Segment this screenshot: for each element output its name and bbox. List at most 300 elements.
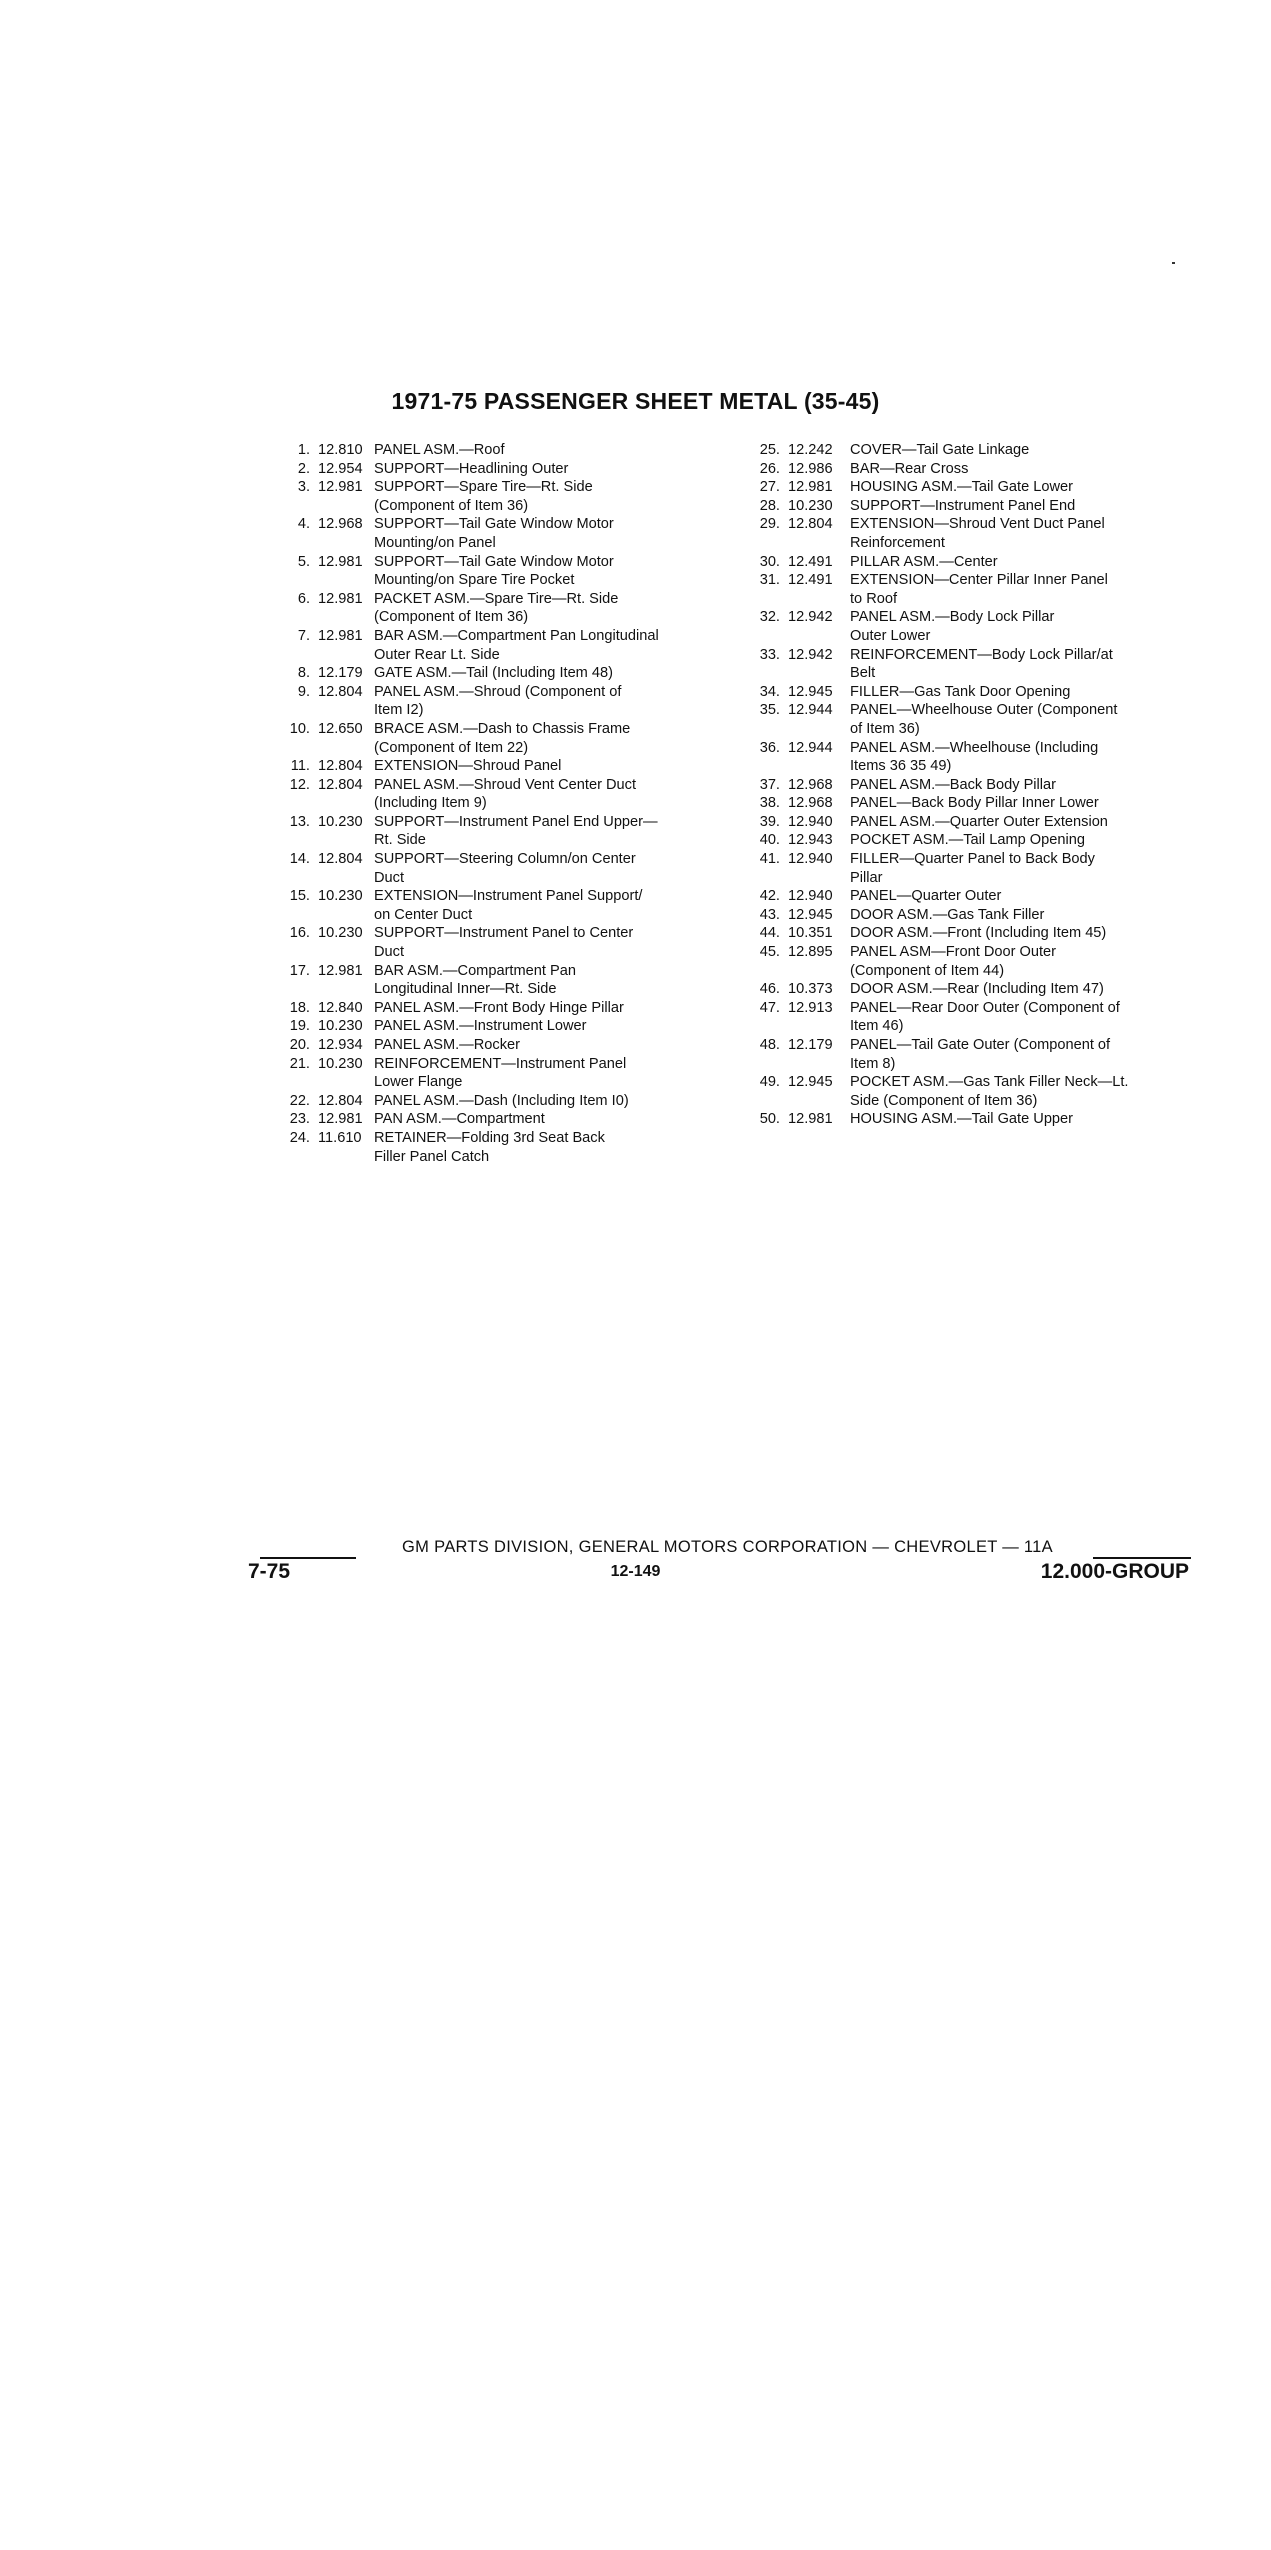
part-group-code: 12.491 bbox=[788, 553, 833, 570]
parts-list-item bbox=[750, 980, 1190, 999]
part-description: HOUSING ASM.—Tail Gate Lower bbox=[850, 479, 1074, 496]
parts-list-item bbox=[280, 850, 720, 869]
part-group-code: 12.981 bbox=[318, 627, 363, 644]
part-description: REINFORCEMENT—Body Lock Pillar/at bbox=[850, 646, 1113, 663]
parts-list-item-continuation bbox=[750, 962, 1190, 981]
parts-list-item bbox=[280, 1055, 720, 1074]
part-description: Mounting/on Spare Tire Pocket bbox=[374, 572, 575, 589]
item-number: 8. bbox=[297, 665, 310, 682]
part-description: PANEL ASM.—Quarter Outer Extension bbox=[850, 813, 1108, 830]
item-number: 33. bbox=[759, 646, 780, 663]
item-number: 32. bbox=[759, 609, 780, 626]
part-group-code: 12.968 bbox=[788, 776, 833, 793]
part-description: SUPPORT—Tail Gate Window Motor bbox=[374, 516, 614, 533]
part-group-code: 12.945 bbox=[788, 683, 833, 700]
parts-list-item-continuation bbox=[280, 534, 720, 553]
item-number bbox=[750, 534, 788, 553]
part-description: of Item 36) bbox=[850, 720, 920, 737]
parts-list-item bbox=[750, 478, 1190, 497]
parts-list-item-continuation bbox=[280, 794, 720, 813]
item-number: 9. bbox=[297, 683, 310, 700]
item-number: 36. bbox=[759, 739, 780, 756]
part-group-code: 10.230 bbox=[318, 1055, 363, 1072]
item-number: 39. bbox=[759, 813, 780, 830]
part-description: (Including Item 9) bbox=[374, 795, 487, 812]
parts-list-item-continuation bbox=[280, 980, 720, 999]
item-number: 34. bbox=[759, 683, 780, 700]
parts-list-right bbox=[750, 441, 1190, 1129]
part-description: (Component of Item 36) bbox=[374, 609, 529, 626]
part-group-code: 12.810 bbox=[318, 442, 363, 458]
footer-group: 12.000-GROUP bbox=[1040, 1560, 1189, 1583]
part-description: RETAINER—Folding 3rd Seat Back bbox=[374, 1129, 605, 1146]
part-group-code bbox=[788, 962, 850, 981]
item-number: 19. bbox=[289, 1018, 310, 1035]
parts-list-item bbox=[750, 850, 1190, 869]
part-description: POCKET ASM.—Tail Lamp Opening bbox=[850, 832, 1085, 849]
item-number: 1. bbox=[297, 442, 310, 458]
item-number bbox=[280, 497, 318, 516]
part-description: SUPPORT—Steering Column/on Center bbox=[374, 851, 636, 868]
part-description: PILLAR ASM.—Center bbox=[850, 553, 998, 570]
parts-list-item bbox=[280, 1036, 720, 1055]
item-number: 11. bbox=[290, 758, 310, 775]
part-description: BAR ASM.—Compartment Pan Longitudinal bbox=[374, 627, 659, 644]
item-number: 35. bbox=[759, 702, 780, 719]
parts-list-item bbox=[280, 887, 720, 906]
item-number: 45. bbox=[759, 944, 780, 961]
part-group-code: 12.940 bbox=[788, 851, 833, 868]
item-number: 47. bbox=[759, 999, 780, 1016]
parts-list-item bbox=[280, 553, 720, 572]
item-number bbox=[750, 1055, 788, 1074]
item-number: 31. bbox=[759, 572, 780, 589]
part-description: Side (Component of Item 36) bbox=[850, 1092, 1038, 1109]
parts-list-item-continuation bbox=[750, 1092, 1190, 1111]
part-group-code: 11.610 bbox=[318, 1129, 362, 1146]
part-group-code: 12.968 bbox=[318, 516, 363, 533]
footer-page-number: 12-149 bbox=[610, 1563, 661, 1580]
parts-list-item bbox=[750, 683, 1190, 702]
parts-list-item bbox=[280, 1092, 720, 1111]
part-group-code: 12.804 bbox=[788, 516, 833, 533]
parts-list-item bbox=[750, 460, 1190, 479]
item-number bbox=[750, 757, 788, 776]
part-description: PANEL ASM—Front Door Outer bbox=[850, 944, 1057, 961]
part-group-code: 12.895 bbox=[788, 944, 833, 961]
part-group-code: 10.230 bbox=[318, 888, 363, 905]
part-group-code: 12.942 bbox=[788, 609, 833, 626]
part-group-code bbox=[788, 1017, 850, 1036]
part-group-code: 12.934 bbox=[318, 1037, 363, 1053]
part-description: PAN ASM.—Compartment bbox=[374, 1111, 545, 1128]
parts-list-item bbox=[280, 757, 720, 776]
parts-list-item-continuation bbox=[280, 701, 720, 720]
part-group-code: 12.804 bbox=[318, 1092, 363, 1109]
parts-list-item-continuation bbox=[280, 906, 720, 925]
part-group-code: 10.373 bbox=[788, 981, 833, 998]
part-group-code: 12.913 bbox=[788, 999, 833, 1016]
item-number bbox=[750, 627, 788, 646]
part-description: PANEL—Wheelhouse Outer (Component bbox=[850, 702, 1118, 719]
item-number bbox=[750, 1017, 788, 1036]
part-description: PANEL—Tail Gate Outer (Component of bbox=[850, 1037, 1111, 1053]
part-group-code bbox=[788, 1055, 850, 1074]
part-description: PANEL ASM.—Shroud (Component of bbox=[374, 683, 622, 700]
part-description: SUPPORT—Spare Tire—Rt. Side bbox=[374, 479, 593, 496]
part-group-code bbox=[788, 664, 850, 683]
parts-list-item bbox=[280, 999, 720, 1018]
parts-list-item bbox=[750, 999, 1190, 1018]
part-description: PANEL—Back Body Pillar Inner Lower bbox=[850, 795, 1099, 812]
part-description: EXTENSION—Instrument Panel Support/ bbox=[374, 888, 643, 905]
part-description: PANEL—Quarter Outer bbox=[850, 888, 1002, 905]
part-description: PANEL ASM.—Shroud Vent Center Duct bbox=[374, 776, 637, 793]
part-group-code: 12.981 bbox=[788, 1111, 833, 1128]
part-group-code: 12.940 bbox=[788, 813, 833, 830]
parts-list-item bbox=[750, 1110, 1190, 1129]
part-description: PANEL ASM.—Wheelhouse (Including bbox=[850, 739, 1099, 756]
parts-list-item-continuation bbox=[280, 1073, 720, 1092]
item-number: 28. bbox=[759, 497, 780, 514]
parts-list-item-continuation bbox=[280, 869, 720, 888]
parts-list-item bbox=[750, 571, 1190, 590]
parts-list-item-continuation bbox=[280, 497, 720, 516]
part-group-code: 12.981 bbox=[788, 479, 833, 496]
footer-rule-right bbox=[1093, 1557, 1191, 1559]
part-description: SUPPORT—Tail Gate Window Motor bbox=[374, 553, 614, 570]
item-number: 24. bbox=[289, 1129, 310, 1146]
part-group-code: 12.945 bbox=[788, 1074, 833, 1091]
part-description: Lower Flange bbox=[374, 1074, 463, 1091]
item-number: 38. bbox=[759, 795, 780, 812]
parts-list-item-continuation bbox=[750, 534, 1190, 553]
item-number: 49. bbox=[759, 1074, 780, 1091]
parts-list-item bbox=[750, 497, 1190, 516]
part-group-code bbox=[318, 497, 374, 516]
item-number bbox=[750, 962, 788, 981]
item-number: 26. bbox=[759, 460, 780, 477]
item-number: 50. bbox=[759, 1111, 780, 1128]
part-description: BAR—Rear Cross bbox=[850, 460, 969, 477]
item-number bbox=[280, 534, 318, 553]
part-description: PANEL ASM.—Roof bbox=[374, 442, 505, 458]
item-number: 2. bbox=[297, 460, 310, 477]
item-number bbox=[750, 664, 788, 683]
item-number: 14. bbox=[289, 851, 310, 868]
parts-list-item bbox=[280, 1110, 720, 1129]
parts-list-item bbox=[280, 776, 720, 795]
part-description: Item 46) bbox=[850, 1018, 904, 1035]
part-description: EXTENSION—Shroud Panel bbox=[374, 758, 562, 775]
parts-list-item-continuation bbox=[280, 831, 720, 850]
parts-list-item bbox=[750, 887, 1190, 906]
item-number bbox=[280, 608, 318, 627]
parts-list-item-continuation bbox=[750, 627, 1190, 646]
item-number: 20. bbox=[289, 1037, 310, 1053]
part-group-code bbox=[318, 980, 374, 999]
item-number bbox=[750, 869, 788, 888]
part-group-code bbox=[788, 534, 850, 553]
part-description: SUPPORT—Instrument Panel End Upper— bbox=[374, 813, 658, 830]
part-description: Item 8) bbox=[850, 1055, 896, 1072]
parts-list-item bbox=[280, 1017, 720, 1036]
part-group-code: 10.230 bbox=[318, 1018, 363, 1035]
part-group-code: 12.954 bbox=[318, 460, 363, 477]
part-group-code bbox=[318, 608, 374, 627]
part-description: Items 36 35 49) bbox=[850, 758, 952, 775]
part-group-code: 12.942 bbox=[788, 646, 833, 663]
item-number bbox=[280, 869, 318, 888]
part-group-code bbox=[318, 794, 374, 813]
part-group-code: 12.840 bbox=[318, 999, 363, 1016]
part-group-code: 10.230 bbox=[318, 925, 363, 942]
part-description: DOOR ASM.—Gas Tank Filler bbox=[850, 906, 1045, 923]
part-description: SUPPORT—Instrument Panel to Center bbox=[374, 925, 634, 942]
parts-list-item bbox=[750, 831, 1190, 850]
parts-list-item bbox=[280, 515, 720, 534]
part-description: on Center Duct bbox=[374, 906, 473, 923]
item-number bbox=[280, 701, 318, 720]
footer-publisher: GM PARTS DIVISION, GENERAL MOTORS CORPORATION — CHEVROLET — 11A bbox=[402, 1538, 1053, 1556]
page-title: 1971-75 PASSENGER SHEET METAL (35-45) bbox=[391, 388, 880, 414]
parts-list-item-continuation bbox=[280, 571, 720, 590]
speck-mark bbox=[1172, 262, 1175, 264]
item-number bbox=[280, 980, 318, 999]
parts-list-item bbox=[750, 813, 1190, 832]
part-group-code bbox=[788, 627, 850, 646]
parts-list-item-continuation bbox=[750, 590, 1190, 609]
parts-list-item-continuation bbox=[750, 757, 1190, 776]
item-number bbox=[280, 906, 318, 925]
part-group-code bbox=[318, 1148, 374, 1167]
part-description: to Roof bbox=[850, 590, 898, 607]
item-number: 27. bbox=[759, 479, 780, 496]
part-description: Longitudinal Inner—Rt. Side bbox=[374, 981, 557, 998]
part-description: Duct bbox=[374, 869, 405, 886]
parts-list-item bbox=[280, 683, 720, 702]
part-group-code: 12.968 bbox=[788, 795, 833, 812]
item-number bbox=[280, 739, 318, 758]
item-number: 15. bbox=[289, 888, 310, 905]
item-number bbox=[280, 943, 318, 962]
part-description: FILLER—Quarter Panel to Back Body bbox=[850, 851, 1095, 868]
part-description: REINFORCEMENT—Instrument Panel bbox=[374, 1055, 627, 1072]
parts-list-item bbox=[280, 590, 720, 609]
part-group-code: 12.943 bbox=[788, 832, 833, 849]
part-description: COVER—Tail Gate Linkage bbox=[850, 442, 1030, 458]
part-group-code: 12.981 bbox=[318, 962, 363, 979]
part-group-code: 12.981 bbox=[318, 553, 363, 570]
item-number: 18. bbox=[289, 999, 310, 1016]
item-number: 21. bbox=[289, 1055, 310, 1072]
part-group-code: 12.179 bbox=[318, 665, 363, 682]
item-number: 4. bbox=[297, 516, 310, 533]
part-group-code: 12.491 bbox=[788, 572, 833, 589]
part-group-code: 12.804 bbox=[318, 851, 363, 868]
part-description: DOOR ASM.—Rear (Including Item 47) bbox=[850, 981, 1104, 998]
part-description: PANEL—Rear Door Outer (Component of bbox=[850, 999, 1120, 1016]
part-group-code bbox=[788, 1092, 850, 1111]
parts-list-item bbox=[280, 478, 720, 497]
part-description: PACKET ASM.—Spare Tire—Rt. Side bbox=[374, 590, 619, 607]
parts-list-item bbox=[280, 962, 720, 981]
item-number: 46. bbox=[759, 981, 780, 998]
part-group-code: 10.351 bbox=[788, 925, 833, 942]
part-description: EXTENSION—Shroud Vent Duct Panel bbox=[850, 516, 1105, 533]
item-number: 23. bbox=[289, 1111, 310, 1128]
parts-list-item bbox=[280, 813, 720, 832]
part-description: Item I2) bbox=[374, 702, 424, 719]
item-number bbox=[280, 646, 318, 665]
part-description: PANEL ASM.—Front Body Hinge Pillar bbox=[374, 999, 624, 1016]
parts-list-item bbox=[750, 701, 1190, 720]
part-group-code: 12.981 bbox=[318, 1111, 363, 1128]
item-number: 37. bbox=[759, 776, 780, 793]
part-group-code: 12.986 bbox=[788, 460, 833, 477]
parts-list-item-continuation bbox=[280, 646, 720, 665]
part-description: SUPPORT—Headlining Outer bbox=[374, 460, 569, 477]
item-number: 25. bbox=[759, 442, 780, 458]
part-description: Mounting/on Panel bbox=[374, 534, 496, 551]
part-description: Belt bbox=[850, 665, 876, 682]
part-group-code: 12.940 bbox=[788, 888, 833, 905]
parts-list-item bbox=[750, 646, 1190, 665]
item-number: 17. bbox=[289, 962, 310, 979]
part-group-code bbox=[318, 534, 374, 553]
part-description: Outer Lower bbox=[850, 627, 931, 644]
part-group-code bbox=[318, 943, 374, 962]
part-group-code bbox=[788, 720, 850, 739]
footer-rule-left bbox=[260, 1557, 356, 1559]
parts-list-item-continuation bbox=[750, 664, 1190, 683]
part-group-code: 12.981 bbox=[318, 590, 363, 607]
part-group-code: 10.230 bbox=[318, 813, 363, 830]
parts-list-item bbox=[750, 1073, 1190, 1092]
parts-list-item bbox=[750, 1036, 1190, 1055]
part-description: HOUSING ASM.—Tail Gate Upper bbox=[850, 1111, 1074, 1128]
part-description: (Component of Item 36) bbox=[374, 497, 529, 514]
parts-list-item-continuation bbox=[280, 943, 720, 962]
part-group-code bbox=[318, 869, 374, 888]
part-group-code bbox=[318, 906, 374, 925]
part-description: SUPPORT—Instrument Panel End bbox=[850, 497, 1076, 514]
item-number bbox=[280, 794, 318, 813]
parts-list-item bbox=[750, 776, 1190, 795]
part-group-code: 12.944 bbox=[788, 739, 833, 756]
part-group-code bbox=[318, 701, 374, 720]
part-description: Filler Panel Catch bbox=[374, 1148, 490, 1165]
parts-list-item-continuation bbox=[750, 869, 1190, 888]
part-group-code bbox=[788, 590, 850, 609]
item-number: 3. bbox=[297, 479, 310, 496]
parts-list-item-continuation bbox=[280, 1148, 720, 1167]
item-number: 44. bbox=[759, 925, 780, 942]
parts-list-left bbox=[280, 441, 720, 1166]
parts-list-item bbox=[750, 441, 1190, 460]
item-number: 42. bbox=[759, 888, 780, 905]
part-group-code bbox=[318, 571, 374, 590]
parts-list-item bbox=[280, 664, 720, 683]
part-description: PANEL ASM.—Rocker bbox=[374, 1037, 520, 1053]
part-description: Duct bbox=[374, 944, 405, 961]
parts-list-item bbox=[280, 1129, 720, 1148]
part-group-code: 12.944 bbox=[788, 702, 833, 719]
part-group-code: 12.981 bbox=[318, 479, 363, 496]
part-group-code bbox=[318, 831, 374, 850]
part-description: BRACE ASM.—Dash to Chassis Frame bbox=[374, 720, 631, 737]
part-description: EXTENSION—Center Pillar Inner Panel bbox=[850, 572, 1108, 589]
parts-list-item bbox=[280, 441, 720, 460]
item-number: 41. bbox=[759, 851, 780, 868]
item-number: 43. bbox=[759, 906, 780, 923]
part-description: PANEL ASM.—Dash (Including Item I0) bbox=[374, 1092, 629, 1109]
part-description: (Component of Item 22) bbox=[374, 739, 529, 756]
parts-list-item bbox=[280, 627, 720, 646]
item-number bbox=[280, 1148, 318, 1167]
part-description: FILLER—Gas Tank Door Opening bbox=[850, 683, 1071, 700]
part-group-code: 12.945 bbox=[788, 906, 833, 923]
part-description: Outer Rear Lt. Side bbox=[374, 646, 500, 663]
parts-list-item bbox=[750, 515, 1190, 534]
item-number: 29. bbox=[759, 516, 780, 533]
item-number: 22. bbox=[289, 1092, 310, 1109]
footer-date: 7-75 bbox=[248, 1560, 291, 1583]
item-number: 7. bbox=[297, 627, 310, 644]
parts-list-item bbox=[750, 794, 1190, 813]
part-group-code: 12.242 bbox=[788, 442, 833, 458]
item-number: 12. bbox=[289, 776, 310, 793]
parts-list-item-continuation bbox=[280, 608, 720, 627]
parts-list-item-continuation bbox=[750, 1055, 1190, 1074]
part-description: PANEL ASM.—Instrument Lower bbox=[374, 1018, 587, 1035]
part-description: (Component of Item 44) bbox=[850, 962, 1005, 979]
part-description: Rt. Side bbox=[374, 832, 426, 849]
item-number: 16. bbox=[289, 925, 310, 942]
item-number: 13. bbox=[289, 813, 310, 830]
part-group-code: 12.804 bbox=[318, 758, 363, 775]
parts-list-item bbox=[750, 924, 1190, 943]
parts-list-item-continuation bbox=[750, 720, 1190, 739]
part-group-code bbox=[788, 869, 850, 888]
part-group-code bbox=[318, 1073, 374, 1092]
part-description: GATE ASM.—Tail (Including Item 48) bbox=[374, 665, 613, 682]
parts-list-item-continuation bbox=[750, 1017, 1190, 1036]
part-description: Pillar bbox=[850, 869, 883, 886]
parts-list-item-continuation bbox=[280, 739, 720, 758]
item-number bbox=[280, 1073, 318, 1092]
part-description: PANEL ASM.—Body Lock Pillar bbox=[850, 609, 1055, 626]
item-number: 48. bbox=[759, 1037, 780, 1053]
part-group-code bbox=[788, 757, 850, 776]
item-number: 40. bbox=[759, 832, 780, 849]
item-number bbox=[750, 1092, 788, 1111]
parts-list-item bbox=[280, 460, 720, 479]
parts-list-item bbox=[750, 906, 1190, 925]
part-group-code: 10.230 bbox=[788, 497, 833, 514]
parts-list-item bbox=[750, 608, 1190, 627]
part-description: POCKET ASM.—Gas Tank Filler Neck—Lt. bbox=[850, 1074, 1129, 1091]
parts-list-item bbox=[750, 739, 1190, 758]
part-group-code bbox=[318, 646, 374, 665]
item-number bbox=[280, 831, 318, 850]
item-number: 6. bbox=[297, 590, 310, 607]
item-number: 30. bbox=[759, 553, 780, 570]
item-number bbox=[750, 590, 788, 609]
item-number: 5. bbox=[297, 553, 310, 570]
item-number: 10. bbox=[289, 720, 310, 737]
part-description: PANEL ASM.—Back Body Pillar bbox=[850, 776, 1057, 793]
